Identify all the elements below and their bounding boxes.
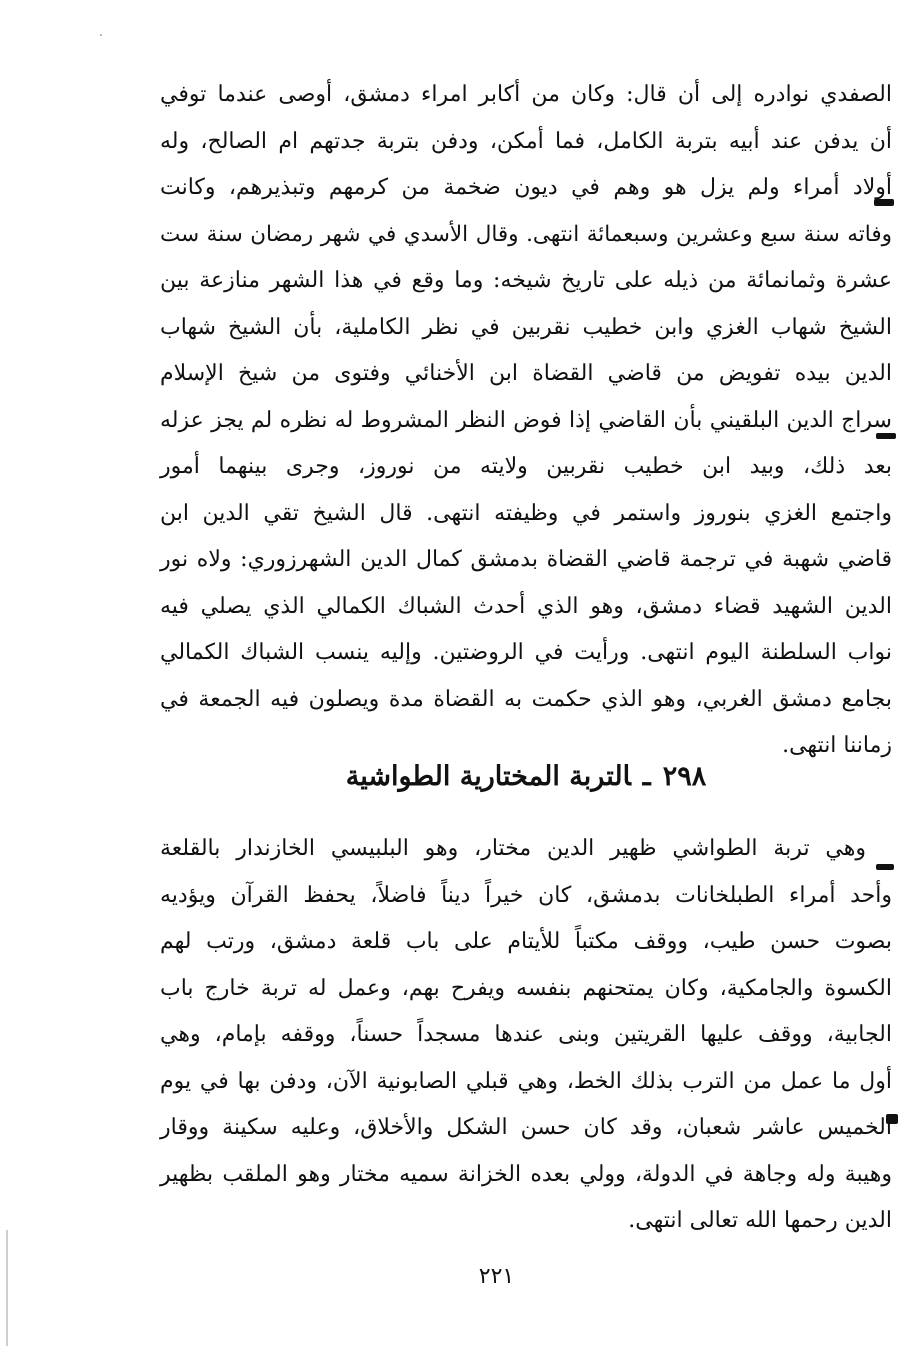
text-line: الخميس عاشر شعبان، وقد كان حسن الشكل والأخلاق، وعليه سكينة ووقار xyxy=(160,1115,892,1140)
text-line: وهيبة وله وجاهة في الدولة، وولي بعده الخزانة سميه مختار وهو الملقب بظهير xyxy=(160,1161,892,1187)
section-title: التربة المختارية الطواشية xyxy=(345,761,631,792)
text-line: الصفدي نوادره إلى أن قال: وكان من أكابر امراء دمشق، أوصى عندما توفي xyxy=(160,82,892,107)
text-line: وأحد أمراء الطبلخانات بدمشق، كان خيراً ديناً فاضلاً، يحفظ القرآن ويؤديه xyxy=(160,882,892,908)
text-line: واجتمع الغزي بنوروز واستمر في وظيفته انتهى. قال الشيخ تقي الدين ابن xyxy=(160,500,892,526)
text-line: بصوت حسن طيب، ووقف مكتباً للأيتام على باب قلعة دمشق، ورتب لهم xyxy=(160,929,892,954)
page-number: ٢٢١ xyxy=(478,1264,515,1289)
text-line: الكسوة والجامكية، وكان يمتحنهم بنفسه ويفرح بهم، وعمل له تربة خارج باب xyxy=(160,975,892,1001)
section-heading xyxy=(160,752,892,802)
scan-speck xyxy=(100,34,102,36)
text-line: نواب السلطنة اليوم انتهى. ورأيت في الروضتين. وإليه ينسب الشباك الكمالي xyxy=(160,640,892,665)
text-line: أول ما عمل من الترب بذلك الخط، وهي قبلي الصابونية الآن، ودفن بها في يوم xyxy=(160,1068,892,1094)
text-line: الجابية، ووقف عليها القريتين وبنى عندها مسجداً حسناً، ووقفه بإمام، وهي xyxy=(160,1022,892,1047)
text-line: وهي تربة الطواشي ظهير الدين مختار، وهو البلبيسي الخازندار بالقلعة xyxy=(160,836,866,861)
paragraph-section-298 xyxy=(160,826,892,1245)
section-dash: ـ xyxy=(642,761,651,792)
text-line: الدين بيده تفويض من قاضي القضاة ابن الأخنائي وفتوى من شيخ الإسلام xyxy=(160,361,892,386)
text-line: زماننا انتهى. xyxy=(782,733,892,758)
text-line: أولاد أمراء ولم يزل هو وهم في ديون ضخمة من كرمهم وتبذيرهم، وكانت xyxy=(160,175,892,200)
text-line: بجامع دمشق الغربي، وهو الذي حكمت به القضاة مدة ويصلون فيه الجمعة في xyxy=(160,686,892,712)
section-number: ٢٩٨ xyxy=(662,761,707,792)
text-line: قاضي شهبة في ترجمة قاضي القضاة بدمشق كمال الدين الشهرزوري: ولاه نور xyxy=(160,547,892,572)
text-line: الدين الشهيد قضاء دمشق، وهو الذي أحدث الشباك الكمالي الذي يصلي فيه xyxy=(160,593,892,619)
text-line: الشيخ شهاب الغزي وابن خطيب نقربين في نظر الكاملية، بأن الشيخ شهاب xyxy=(160,314,892,340)
text-line: بعد ذلك، وبيد ابن خطيب نقربين ولايته من نوروز، وجرى بينهما أمور xyxy=(160,454,892,479)
text-line: أن يدفن عند أبيه بتربة الكامل، فما أمكن، ودفن بتربة جدتهم ام الصالح، وله xyxy=(160,128,892,154)
text-line: وفاته سنة سبع وعشرين وسبعمائة انتهى. وقال الأسدي في شهر رمضان سنة ست xyxy=(160,221,892,247)
text-line: عشرة وثمانمائة من ذيله على تاريخ شيخه: وما وقع في هذا الشهر منازعة بين xyxy=(160,268,892,293)
text-line: الدين رحمها الله تعالى انتهى. xyxy=(628,1208,892,1233)
text-line: سراج الدين البلقيني بأن القاضي إذا فوض النظر المشروط له نظره لم يجز عزله xyxy=(160,407,892,433)
paragraph-continued xyxy=(160,72,892,770)
